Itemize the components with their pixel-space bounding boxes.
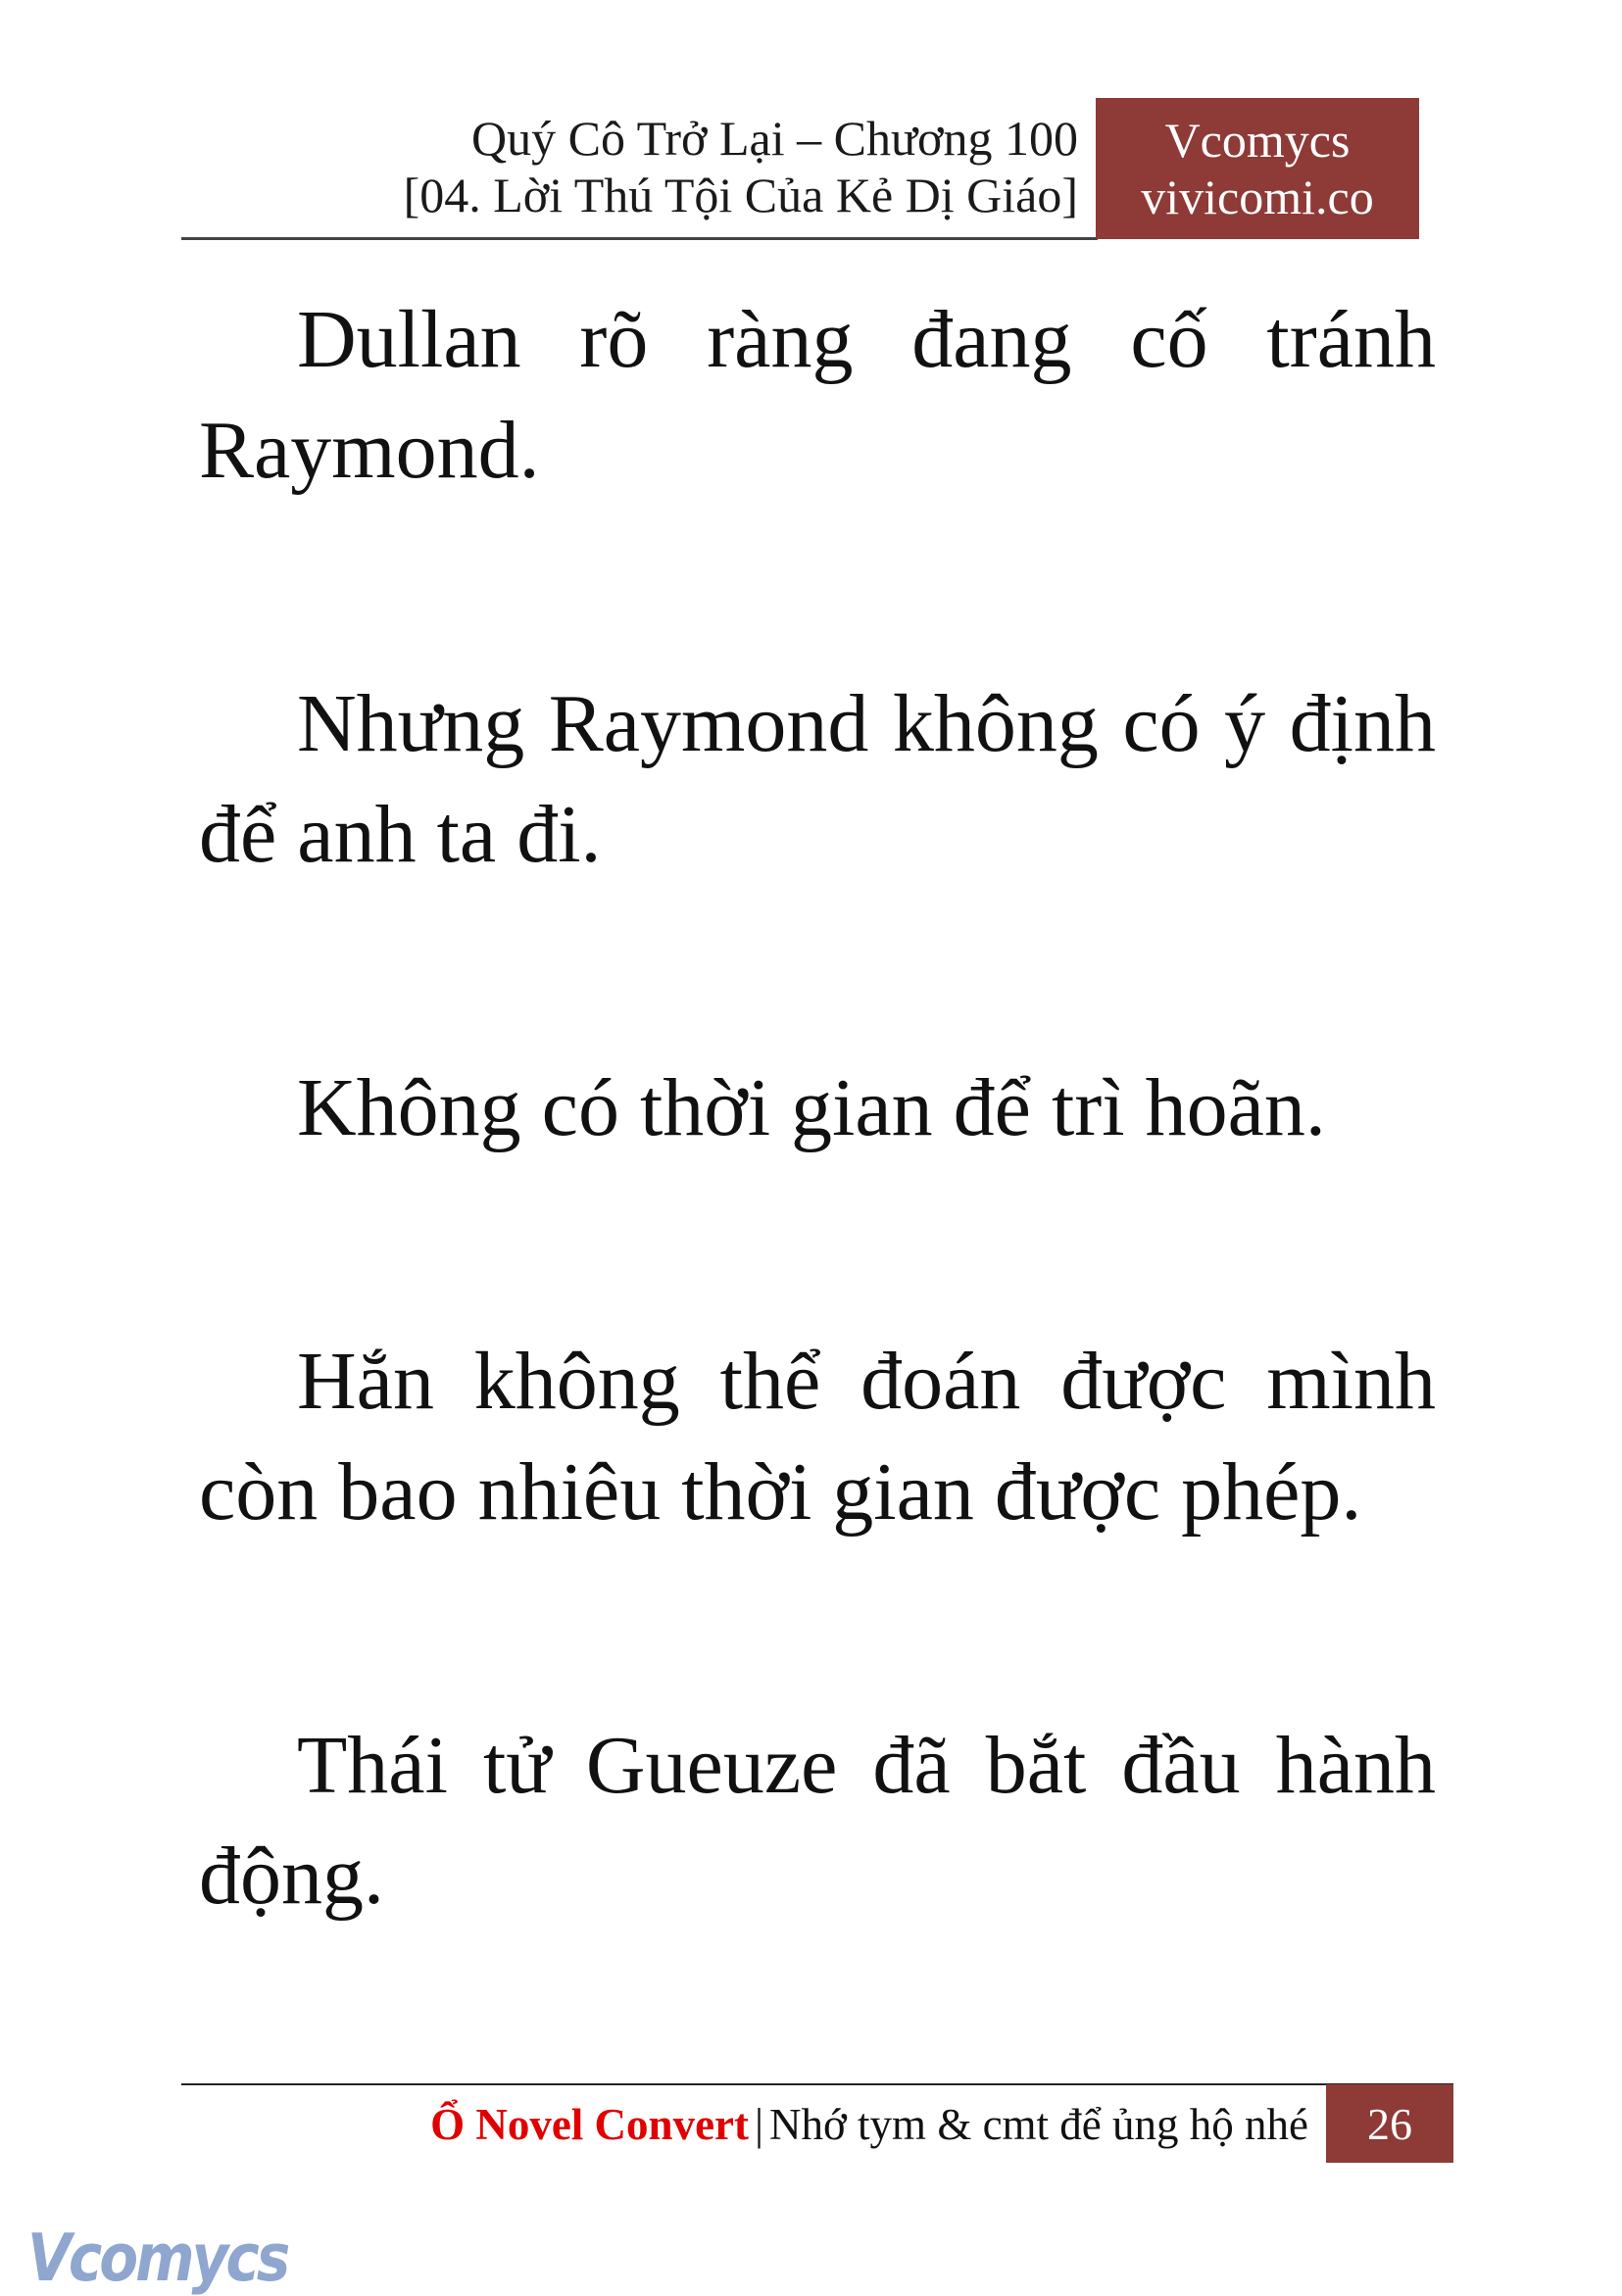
footer-divider xyxy=(181,2083,1453,2085)
header-title-line2: [04. Lời Thú Tội Của Kẻ Dị Giáo] xyxy=(403,168,1078,222)
header-brand-site: vivicomi.co xyxy=(1141,170,1374,224)
footer-message: Nhớ tym & cmt để ủng hộ nhé xyxy=(769,2100,1308,2149)
footer-separator: | xyxy=(755,2100,764,2149)
footer-brand: Ổ Novel Convert xyxy=(430,2100,749,2149)
paragraph: Dullan rõ ràng đang cố tránh Raymond. xyxy=(199,294,1436,496)
header-title-line1: Quý Cô Trở Lại – Chương 100 xyxy=(471,111,1078,166)
paragraph: Không có thời gian để trì hoãn. xyxy=(297,1062,1326,1153)
header-brand-box xyxy=(1096,98,1419,239)
page-number-box xyxy=(1326,2084,1453,2163)
page-body xyxy=(199,284,1436,2094)
paragraph: Hắn không thể đoán được mình còn bao nhiêu thời gian được phép. xyxy=(199,1336,1436,1538)
paragraph: Nhưng Raymond không có ý định để anh ta đi. xyxy=(199,678,1436,880)
vcomycs-logo: Vcomycs xyxy=(27,2219,288,2296)
header-brand-name: Vcomycs xyxy=(1164,113,1351,168)
running-header xyxy=(404,110,1078,223)
header-divider xyxy=(181,237,1098,240)
footer-text xyxy=(430,2095,1308,2154)
page-number: 26 xyxy=(1367,2098,1412,2149)
paragraph: Thái tử Gueuze đã bắt đầu hành động. xyxy=(199,1720,1436,1922)
